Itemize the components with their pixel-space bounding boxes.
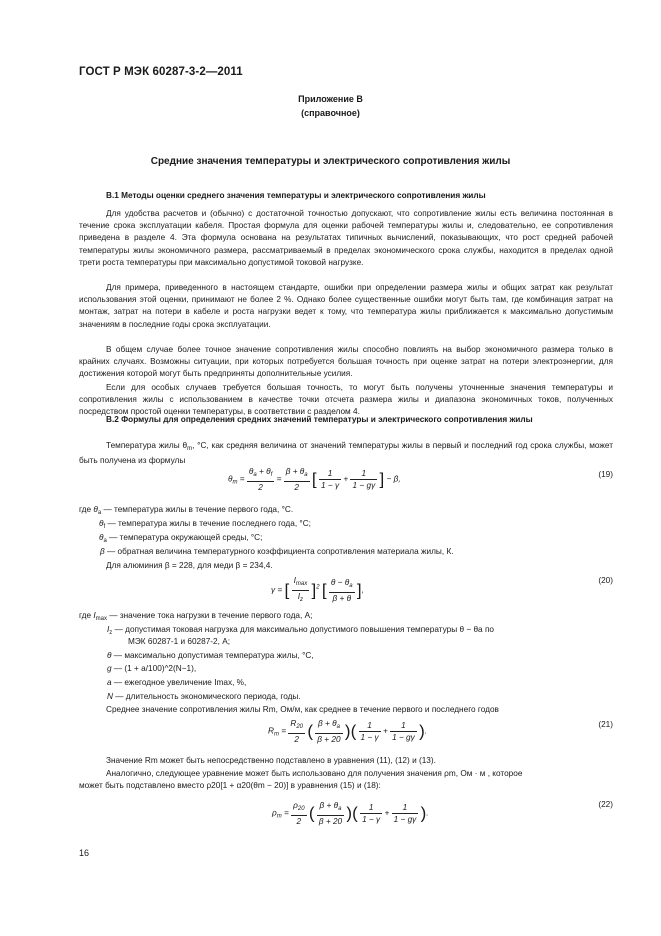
rho-line-2: может быть подставлено вместо ρ20[1 + α20(θm − 20)] в уравнения (15) и (18): [79, 781, 381, 790]
equation-22: $\rho_m$ = $\frac{\rho_{20}}{2}$ ( $\frac{\beta + \theta_a}{\beta + 20}$ )( $\frac{1}{1 - \gamma}$ + $\frac{1}{1 - g\gamma}$ ). [272, 801, 429, 826]
main-title: Средние значения температуры и электрического сопротивления жилы [150, 156, 511, 167]
definition-item: где $\theta_a$ — температура жилы в течение первого года, °С. [79, 505, 294, 516]
definition-item: МЭК 60287-1 и 60287-2, А; [128, 637, 231, 646]
equation-22-number: (22) [598, 800, 613, 809]
paragraph-b1-2: Для примера, приведенного в настоящем стандарте, ошибки при определении размера жилы и общих затрат как результат использования этой оценки, принимают не более 2 %. Однако более существенные ошибки могут быть там, где комбинация затрат на монтаж, затрат на потери в кабеле и роста нагрузки ведет к тому, что температура жилы приближается к максимально допустимым значениям в последние годы срока эксплуатации. [79, 283, 613, 329]
definition-item: θ — максимально допустимая температура жилы, °С, [107, 651, 314, 660]
definition-item: $\theta_f$ — температура жилы в течение последнего года, °С; [99, 519, 311, 530]
equation-19-number: (19) [598, 470, 613, 479]
rm-intro-line: Среднее значение сопротивления жилы Rm, Ом/м, как среднее в течение первого и последнего годов [106, 705, 499, 714]
appendix-note: (справочное) [301, 108, 360, 118]
page-number: 16 [79, 848, 90, 858]
beta-values-line: Для алюминия β = 228, для меди β = 234,4. [106, 561, 273, 570]
paragraph-b1-3: В общем случае более точное значение сопротивления жилы способно повлиять на выбор экономичного размера только в крайних случаях. Возможны ситуации, при которых потребуется большая точность при оценке затрат на потери электроэнергии, для достижения которой могут быть предприняты дополнительные усилия. [79, 345, 613, 379]
definition-item: a — ежегодное увеличение Imax, %, [107, 678, 247, 687]
equation-19: $\theta_m$ = $\frac{\theta_a + \theta_f}{2}$ = $\frac{\beta + \theta_a}{2}$ [ $\frac{1}{1 - \gamma}$ + $\frac{1}{1 - g\gamma}$ ] − β, [228, 467, 401, 492]
definition-item: β — обратная величина температурного коэффициента сопротивления материала жилы, К. [100, 547, 454, 556]
definition-item: N — длительность экономического периода, годы. [107, 692, 301, 701]
paragraph-b1-1: Для удобства расчетов и (обычно) с достаточной точностью допускают, что сопротивление жилы есть величина постоянная в течение срока эксплуатации кабеля. Простая формула для оценки рабочей температуры жилы и, следовательно, ее сопротивления приведена в разделе 4. Эта формула основана на результатах типичных вычислений, показывающих, что рост средней рабочей температуры жилы экономичного размера, рассматриваемый в пределах экономического срока службы, находится в пределах одной трети роста температуры при максимально допустимой токовой нагрузке. [79, 209, 613, 267]
definition-item: $I_z$ — допустимая токовая нагрузка для максимально допустимого повышения температуры θ − θa по [107, 625, 494, 636]
rm-note-line: Значение Rm может быть непосредственно подставлено в уравнения (11), (12) и (13). [106, 756, 436, 765]
definition-item: $\theta_a$ — температура окружающей среды, °С; [99, 533, 263, 544]
equation-20: γ = [ $\frac{I_{max}}{I_z}$ ]$^2$ [ $\frac{\theta - \theta_a}{\beta + \theta}$ ], [271, 576, 364, 603]
standard-header: ГОСТ Р МЭК 60287-3-2—2011 [79, 66, 243, 78]
paragraph-b1-4: Если для особых случаев требуется большая точность, то могут быть получены уточненные значения температуры и сопротивления жилы с использованием в качестве точки отсчета размера жилы и диапазона экономичных токов, полученных посредством простой оценки температуры, в соответствии с разделом 4. [79, 383, 613, 417]
definition-item: g — (1 + a/100)^2(N−1), [107, 664, 197, 673]
equation-21: $R_m$ = $\frac{R_{20}}{2}$ ( $\frac{\beta + \theta_a}{\beta + 20}$ )( $\frac{1}{1 - \gamma}$ + $\frac{1}{1 - g\gamma}$ ). [268, 719, 428, 744]
equation-21-number: (21) [598, 720, 613, 729]
rho-line-1: Аналогично, следующее уравнение может быть использовано для получения значения ρm, Ом · м , которое [106, 769, 523, 778]
equation-20-number: (20) [598, 576, 613, 585]
section-b2-heading: В.2 Формулы для определения средних значений температуры и электрического сопротивления жилы [106, 415, 533, 424]
section-b1-heading: В.1 Методы оценки среднего значения температуры и электрического сопротивления жилы [106, 191, 486, 200]
paragraph-b2-intro: Температура жилы $\theta_m$, °С, как средняя величина от значений температуры жилы в первый и последний год срока службы, может быть получена из формулы [79, 441, 614, 466]
appendix-title: Приложение В [298, 94, 363, 104]
definition-item: где $I_{max}$ — значение тока нагрузки в течение первого года, А; [79, 611, 313, 622]
